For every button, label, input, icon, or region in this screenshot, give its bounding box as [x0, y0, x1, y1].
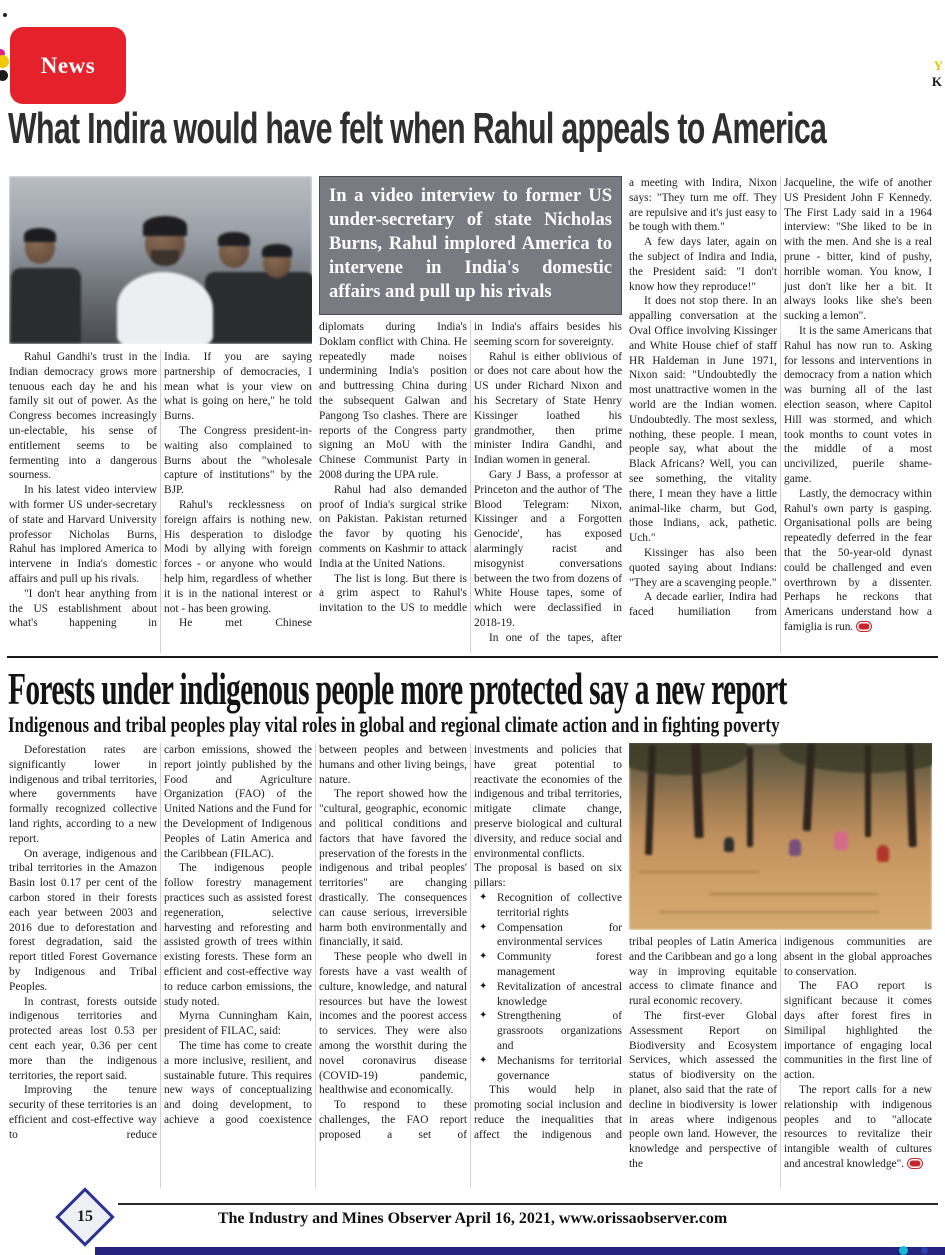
paragraph-text: It does not stop there. In an appalling conversation at the Oval Office involving Kissinger and White House chief of staff HR Haldeman in June 1971, Nixon said: "Undoubtedly the most unattractive women in the world are the Indian women. Undoubtedly. The most sexless, nothing, these people. I mean, people say, what about the Black Africans? Well, you can see something, the vitality there, I mean they have a little animal-like charm, but God, those Indians, ack, pathetic. Uch." [629, 295, 777, 545]
article1-column-2 [160, 350, 312, 653]
paragraph-text: diplomats during India's Doklam conflict with China. He repeatedly made noises undermining India's position and buttressing China during the subsequent Galwan and Pangong Tso clashes. There are reports of the Congress party signing an MoU with the Chinese Communist Party in 2008 during the UPA rule. [319, 321, 467, 481]
paragraph [319, 483, 467, 572]
paragraph-text: indigenous communities are absent in the global approaches to conservation. [784, 936, 932, 978]
paragraph [474, 921, 622, 951]
paragraph [784, 979, 932, 1083]
paragraph-text: Rahul had also demanded proof of India's surgical strike on Pakistan. Pakistan returned the favor by quoting his comments on Kashmir to attack India at the United Nations. [319, 483, 467, 570]
paragraph-text: in India's affairs besides his seeming scorn for sovereignty. [474, 321, 622, 348]
paragraph [319, 572, 467, 616]
paragraph [474, 1083, 622, 1142]
article1-column-3 [319, 320, 467, 653]
photo-shape [205, 272, 312, 344]
article1-column-6 [780, 176, 932, 653]
paragraph [629, 935, 777, 1009]
page-number: 15 [77, 1208, 93, 1225]
paragraph-text: The FAO report is significant because it comes days after forest fires in Similipal highlighted the importance of engaging local communities in the first line of action. [784, 980, 932, 1082]
paragraph-text: Community forest management [497, 951, 622, 978]
photo-figure [789, 839, 801, 856]
paragraph [9, 587, 157, 631]
article2-column-2 [160, 743, 312, 1188]
paragraph [319, 787, 467, 950]
paragraph [474, 320, 622, 350]
paragraph [9, 995, 157, 1084]
article1-body [9, 176, 937, 653]
paragraph [319, 950, 467, 1098]
paragraph [474, 950, 622, 980]
paragraph [9, 483, 157, 587]
photo-shape [747, 747, 753, 847]
photo-shape [24, 228, 56, 242]
paragraph [164, 498, 312, 616]
paragraph [629, 590, 777, 620]
paragraph-text: The report calls for a new relationship with indigenous peoples and to "allocate resources to revitalize their intangible wealth of cultures and ancestral knowledge". [784, 1083, 932, 1170]
article2-column-1 [9, 743, 157, 1188]
paragraph-text: These people who dwell in forests have a vast wealth of culture, knowledge, and natural resources but have the lowest incomes and the poorest access to services. They were also among the worsthit during the novel coronavirus disease (COVID-19) pandemic, healthwise and economically. [319, 951, 467, 1097]
paragraph [474, 891, 622, 921]
article2-column-5 [629, 935, 777, 1188]
paragraph [474, 1009, 622, 1053]
article2-subhead-text: Indigenous and tribal peoples play vital roles in global and regional climate action and in fighting poverty [8, 712, 780, 737]
article2-headline [8, 662, 940, 712]
paragraph [474, 861, 622, 891]
paragraph [164, 424, 312, 498]
paragraph-text: The report showed how the "cultural, geographic, economic and political conditions and factors that have favored the preservation of the forests in the indigenous and tribal peoples' territories" are changing drastically. The consequences can cause serious, irreversible harm both environmentally and financially, it said. [319, 788, 467, 949]
article1-pair-plain [629, 176, 932, 653]
paragraph [9, 350, 157, 483]
photo-art [9, 176, 312, 344]
photo-figure [724, 837, 734, 852]
paragraph [629, 546, 777, 590]
photo-shape [218, 232, 250, 246]
article1-column-5 [629, 176, 777, 653]
paragraph-text: Compensation for environmental services [497, 921, 622, 949]
article1-photo [9, 176, 312, 344]
paragraph-text: Lastly, the democracy within Rahul's own party is gasping. Organisational polls are being repeatedly deferred in the fear that the 50-year-old dynast could be challenged and even overthrown by a dissenter. Perhaps he reckons that Americans understand how a famiglia is run. [784, 487, 932, 633]
article2-headline-text: Forests under indigenous people more protected say a new report [8, 663, 787, 714]
article1-column-4 [470, 320, 622, 653]
article2-column-4 [470, 743, 622, 1188]
paragraph [629, 176, 777, 235]
paragraph-text: Jacqueline, the wife of another US President John F Kennedy. The First Lady said in a 1964 interview: "She liked to be in with the men. And she is a real prune - bitter, kind of pushy, horrible woman. You know, I just don't like her a bit. It always looks like she's been sucking a lemon". [784, 177, 932, 323]
paragraph-text: Strengthening of grassroots organizations and [497, 1010, 622, 1052]
end-of-story-mark [908, 1159, 922, 1168]
footer-masthead: The Industry and Mines Observer April 16, 2021, www.orissaobserver.com [217, 1210, 728, 1227]
photo-figure [834, 831, 848, 850]
pull-quote [319, 176, 622, 315]
print-mark-yellow-icon [0, 55, 9, 68]
paragraph [474, 631, 622, 646]
paragraph [474, 1054, 622, 1084]
paragraph-text: between peoples and between humans and other living beings, nature. [319, 744, 467, 786]
paragraph [784, 935, 932, 979]
photo-art [629, 743, 932, 930]
article1-columns-1-2 [9, 350, 312, 653]
pull-quote-text: In a video interview to former US under-secretary of state Nicholas Burns, Rahul implored America to intervene in India's domestic affairs and pull up his rivals [329, 186, 612, 302]
paragraph [784, 1083, 932, 1172]
paragraph-text: This would help in promoting social inclusion and reduce the inequalities that affect the indigenous and [474, 1084, 622, 1141]
article1-column-1 [9, 350, 157, 653]
paragraph-text: The Congress president-in-waiting also complained to Burns about the "wholesale capture of institutions" by the BJP. [164, 424, 312, 497]
section-badge [10, 27, 126, 104]
paragraph-text: Rahul Gandhi's trust in the Indian democracy grows more tenuous each day he and his family sit out of power. As the Congress becomes increasingly un-electable, his sense of entitlement seems to be fermenting into a dangerous sourness. [9, 351, 157, 482]
bottom-bar [95, 1247, 945, 1255]
paragraph-text: Mechanisms for territorial governance [497, 1054, 622, 1082]
photo-figure [877, 845, 889, 862]
end-of-story-mark [857, 622, 871, 631]
print-mark-dot-icon [3, 13, 7, 17]
article2-photo [629, 743, 932, 930]
paragraph-text: India. If you are saying partnership of democracies, I mean what is your view on what is going on here," he told Burns. [164, 351, 312, 423]
article2-column-3 [315, 743, 467, 1188]
paragraph-text: The first-ever Global Assessment Report on Biodiversity and Ecosystem Services, which assessed the status of biodiversity on the planet, also said that the rate of decline in biodiversity is lower in areas where indigenous people own land. However, the knowledge and perspective of the [629, 1009, 777, 1170]
paragraph [9, 847, 157, 995]
paragraph-text: Myrna Cunningham Kain, president of FILAC, said: [164, 1010, 312, 1038]
paragraph-text: A few days later, again on the subject of Indira and India, the President said: "I don't know how they reproduce!" [629, 236, 777, 293]
paragraph-text: On average, indigenous and tribal territories in the Amazon Basin lost 0.17 per cent of the carbon stored in their forests each year between 2003 and 2016 due to deforestation and forest degradation, said the report titled Forest Governance by Indigenous and Tribal Peoples. [9, 847, 157, 993]
paragraph [9, 1083, 157, 1142]
paragraph-text: Improving the tenure security of these territories is an efficient and cost-effective way to reduce [9, 1084, 157, 1141]
photo-shape [639, 871, 759, 873]
paragraph [474, 980, 622, 1010]
article2-pair-photo [629, 743, 932, 1188]
print-mark-blue-icon [921, 1247, 928, 1254]
photo-shape [865, 745, 871, 837]
print-mark-cyan-icon [899, 1246, 908, 1255]
article2-column-6 [780, 935, 932, 1188]
section-badge-label: News [40, 52, 96, 78]
article2-columns-5-6 [629, 935, 932, 1188]
paragraph [319, 743, 467, 787]
paragraph [164, 1039, 312, 1128]
paragraph [9, 743, 157, 847]
article1-headline-text: What Indira would have felt when Rahul appeals to America [8, 104, 827, 153]
paragraph [784, 324, 932, 487]
paragraph [319, 320, 467, 483]
photo-shape [262, 244, 292, 257]
paragraph [474, 350, 622, 468]
article2-body [9, 743, 937, 1188]
paragraph-text: The indigenous people follow forestry management practices such as assisted forest regeneration, selective harvesting and reforesting and assisted growth of trees within existing forests. These form an efficient and cost-effective way to reduce carbon emissions, the study noted. [164, 862, 312, 1008]
paragraph-text: "I don't hear anything from the US establishment about what's happening in [9, 587, 157, 630]
paragraph [164, 861, 312, 1009]
paragraph-text: The proposal is based on six pillars: [474, 862, 622, 890]
photo-shape [11, 268, 81, 344]
photo-shape [143, 216, 187, 236]
paragraph-text: In contrast, forests outside indigenous territories and protected areas lost 0.53 per cent each year, 0.36 per cent more than the indigenous territories, the report said. [9, 995, 157, 1082]
paragraph-text: In one of the tapes, after [489, 631, 622, 644]
paragraph [629, 235, 777, 294]
paragraph [629, 294, 777, 546]
paragraph [784, 176, 932, 324]
paragraph [319, 1098, 467, 1142]
registration-mark-y: Y [933, 58, 943, 73]
paragraph-text: Deforestation rates are significantly lower in indigenous and tribal territories, where governments have formally recognized collective land rights, according to a new report. [9, 744, 157, 845]
paragraph-text: The list is long. But there is a grim aspect to Rahul's invitation to the US to meddle [319, 572, 467, 615]
paragraph [784, 487, 932, 635]
paragraph-text: Gary J Bass, a professor at Princeton and the author of 'The Blood Telegram: Nixon, Kissinger and a Forgotten Genocide', has exposed alarmingly racist and misogynist conversations between the two from dozens of White House tapes, some of which were declassified in 2018-19. [474, 468, 622, 629]
article1-columns-5-6 [629, 176, 932, 653]
paragraph-text: Revitalization of ancestral knowledge [497, 980, 622, 1008]
paragraph-text: Kissinger has also been quoted saying about Indians: "They are a scavenging people." [629, 546, 777, 589]
footer-rule [118, 1203, 938, 1205]
article1-pair-quote [319, 176, 622, 653]
article1-headline [8, 104, 940, 166]
paragraph-text: He met Chinese [179, 617, 312, 630]
article2-subhead [8, 712, 940, 740]
paragraph-text: carbon emissions, showed the report jointly published by the Food and Agriculture Organization (FAO) of the United Nations and the Fund for the Development of Indigenous Peoples of Latin America and the Caribbean (FILAC). [164, 744, 312, 860]
photo-shape [709, 893, 879, 895]
paragraph-text: tribal peoples of Latin America and the Caribbean and go a long way in improving equitable access to climate finance and rural economic recovery. [629, 936, 777, 1008]
paragraph-text: In his latest video interview with former US under-secretary of state and Harvard University professor Nicholas Burns, Rahul has implored America to intervene in India's domestic affairs and pull up his rivals. [9, 484, 157, 585]
paragraph-text: To respond to these challenges, the FAO report proposed a set of [319, 1099, 467, 1141]
photo-shape [629, 743, 749, 775]
paragraph-text: A decade earlier, Indira had faced humiliation from [629, 591, 777, 619]
registration-mark-k: K [931, 74, 942, 89]
photo-shape [659, 911, 879, 913]
paragraph-text: The time has come to create a more inclusive, resilient, and sustainable future. This requires new ways of conceptualizing and doing development, to achieve a good coexistence [164, 1039, 312, 1126]
paragraph [474, 743, 622, 861]
paragraph [164, 743, 312, 861]
paragraph [164, 350, 312, 424]
print-mark-black-icon [0, 70, 8, 81]
article-divider [7, 656, 938, 658]
article1-columns-3-4 [319, 320, 622, 653]
paragraph-text: a meeting with Indira, Nixon says: "They turn me off. They are repulsive and it's just easy to be tough with them." [629, 177, 777, 234]
paragraph-text: Rahul is either oblivious of or does not care about how the US under Richard Nixon and his Secretary of State Henry Kissinger loathed his grandmother, then prime minister Indira Gandhi, and Indian women in general. [474, 350, 622, 467]
paragraph [474, 468, 622, 631]
photo-shape [117, 272, 213, 344]
paragraph [629, 1009, 777, 1172]
article1-pair-photo [9, 176, 312, 653]
paragraph-text: It is the same Americans that Rahul has now run to. Asking for lessons and interventions in democracy from a nation which was burning all of the last election season, where Capitol Hill was stormed, and which took months to count votes in the middle of a most uncivilized, puerile shame-game. [784, 324, 932, 485]
paragraph-text: Recognition of collective territorial rights [497, 891, 622, 919]
paragraph [164, 616, 312, 631]
photo-shape [151, 250, 179, 266]
paragraph [164, 1009, 312, 1039]
paragraph-text: investments and policies that have great potential to reactivate the economies of the indigenous and tribal territories, mitigate climate change, preserve biological and cultural diversity, and reduce social and environmental conflicts. [474, 744, 622, 860]
paragraph-text: Rahul's recklessness on foreign affairs is nothing new. His desperation to dislodge Modi by allying with foreign forces - or anyone who would help him, regardless of whether it is in the national interest or not - has been growing. [164, 498, 312, 615]
